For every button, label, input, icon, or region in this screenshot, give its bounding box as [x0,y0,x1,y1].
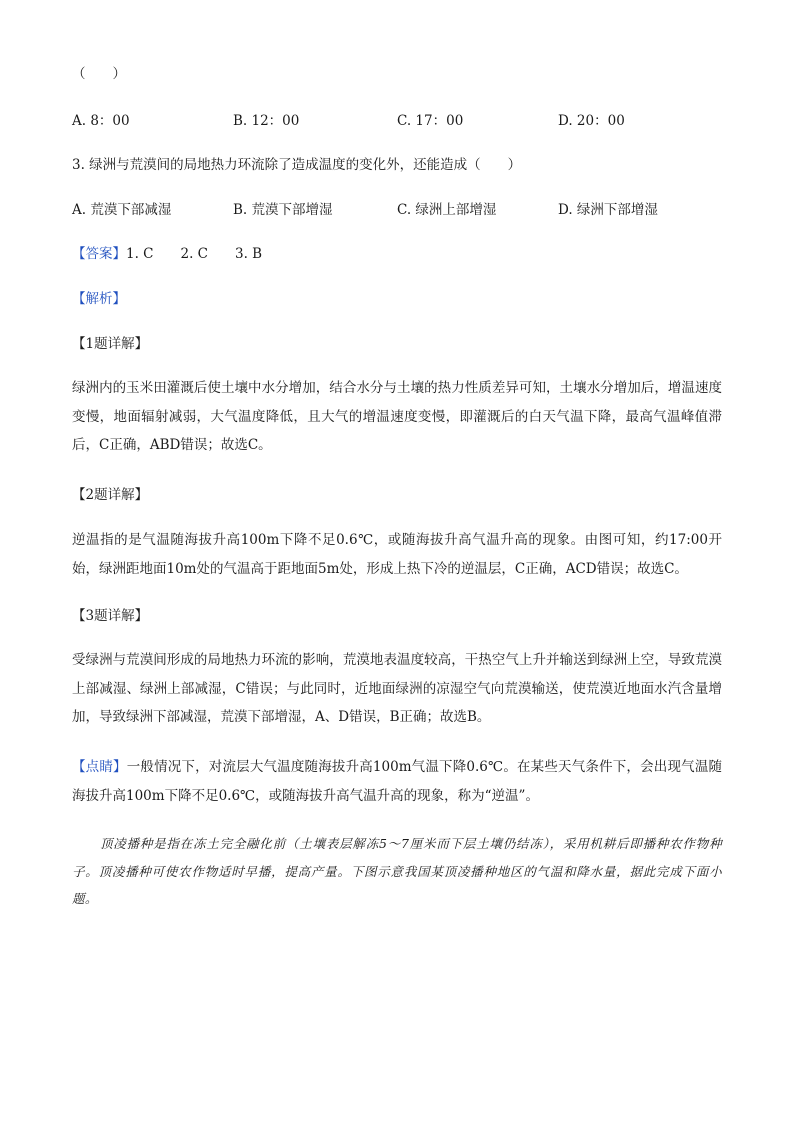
option-a: A. 8：00 [72,113,130,129]
answer-line [72,244,262,264]
q3-option-d: D. 绿洲下部增湿 [558,202,658,218]
question-3-stem: 3. 绿洲与荒漠间的局地热力环流除了造成温度的变化外，还能造成（ ） [72,157,522,173]
question-bracket: （ ） [72,66,126,82]
detail-2-title: 【2题详解】 [72,487,149,503]
q3-option-a: A. 荒漠下部减湿 [72,202,172,218]
detail-3-text: 受绿洲与荒漠间形成的局地热力环流的影响，荒漠地表温度较高，干热空气上升并输送到绿洲上空，导致荒漠上部减湿、绿洲上部减湿，C错误；与此同时，近地面绿洲的凉湿空气向荒漠输送，使荒漠近地面水汽含量增加，导致绿洲下部减湿，荒漠下部增湿，A、D错误，B正确；故选B。 [72,652,722,725]
option-b: B. 12：00 [233,113,300,129]
detail-1-text: 绿洲内的玉米田灌溉后使土壤中水分增加，结合水分与土壤的热力性质差异可知，土壤水分增加后，增温速度变慢，地面辐射减弱，大气温度降低，且大气的增温速度变慢，即灌溉后的白天气温下降，最高气温峰值滞后，C正确，ABD错误；故选C。 [72,380,722,453]
option-c: C. 17：00 [397,113,464,129]
q3-option-b: B. 荒漠下部增湿 [233,202,333,218]
detail-3-title: 【3题详解】 [72,608,149,624]
detail-2-text: 逆温指的是气温随海拔升高100m下降不足0.6℃，或随海拔升高气温升高的现象。由图可知，约17:00开始，绿洲距地面10m处的气温高于距地面5m处，形成上热下冷的逆温层，C正确，ACD错误；故选C。 [72,532,722,577]
intro-paragraph: 顶凌播种是指在冻土完全融化前（土壤表层解冻5～7厘米而下层土壤仍结冻），采用机耕后即播种农作物种子。顶凌播种可使农作物适时早播，提高产量。下图示意我国某顶凌播种地区的气温和降水量，据此完成下面小题。 [72,836,722,906]
answer-tag: 【答案】 [72,246,126,262]
option-d: D. 20：00 [558,113,625,129]
dianjing-text: 一般情况下，对流层大气温度随海拔升高100m气温下降0.6℃。在某些天气条件下，会出现气温随海拔升高100m下降不足0.6℃，或随海拔升高气温升高的现象，称为“逆温”。 [72,759,723,804]
answer-text: 1. C 2. C 3. B [126,246,263,262]
dianjing-paragraph [72,753,722,810]
analysis-tag: 【解析】 [72,291,126,307]
dianjing-tag: 【点睛】 [72,759,127,775]
q3-option-c: C. 绿洲上部增湿 [397,202,497,218]
detail-1-title: 【1题详解】 [72,336,149,352]
